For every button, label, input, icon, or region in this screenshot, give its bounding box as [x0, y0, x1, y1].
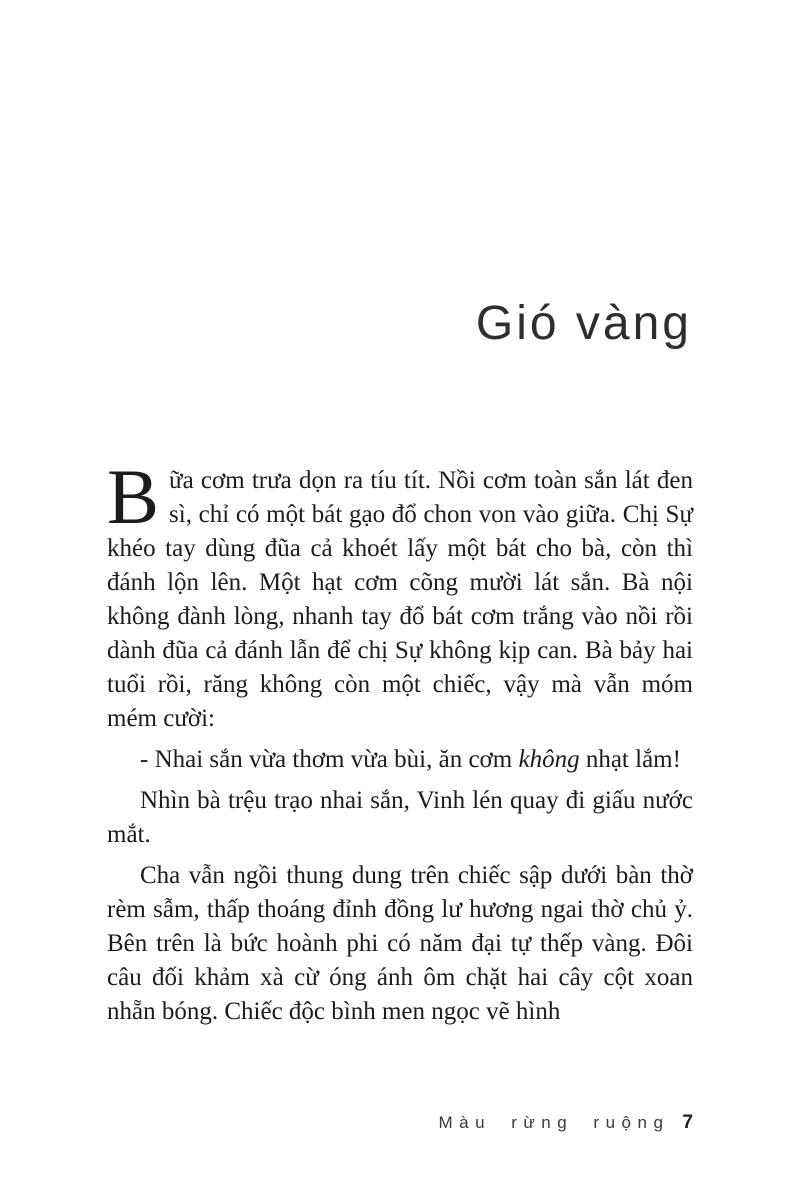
footer-page-number: 7 [682, 1112, 693, 1133]
dialogue-text-pre: - Nhai sắn vừa thơm vừa bùi, ăn cơm [140, 746, 519, 773]
paragraph: Cha vẫn ngồi thung dung trên chiếc sập dưới bàn thờ rèm sẫm, thấp thoáng đỉnh đồng lư hương ngai thờ chủ ỷ. Bên trên là bức hoành phi có năm đại tự thếp vàng. Đôi câu đối khảm xà cừ óng ánh ôm chặt hai cây cột xoan nhẵn bóng. Chiếc độc bình men ngọc vẽ hình [107, 862, 693, 1025]
paragraph: Nhìn bà trệu trạo nhai sắn, Vinh lén quay đi giấu nước mắt. [107, 787, 693, 848]
page-footer [438, 1112, 693, 1134]
body-text [107, 453, 693, 1036]
chapter-title: Gió vàng [475, 297, 692, 350]
paragraph-text: ữa cơm trưa dọn ra tíu tít. Nồi cơm toàn sắn lát đen sì, chỉ có một bát gạo đổ chon von vào giữa. Chị Sự khéo tay dùng đũa cả khoét lấy một bát cho bà, còn thì đánh lộn lên. Một hạt cơm cõng mười lát sắn. Bà nội không đành lòng, nhanh tay đổ bát cơm trắng vào nồi rồi dành đũa cả đánh lẫn để chị Sự không kịp can. Bà bảy hai tuổi rồi, răng không còn một chiếc, vậy mà vẫn móm mém cười: [107, 467, 693, 732]
footer-book-title: Màu rừng ruộng [438, 1113, 670, 1132]
dialogue-text-emphasis: không [518, 746, 580, 773]
dialogue-paragraph [107, 743, 693, 777]
drop-cap: B [107, 453, 160, 540]
paragraph [107, 453, 693, 736]
dialogue-text-post: nhạt lắm! [579, 746, 681, 773]
